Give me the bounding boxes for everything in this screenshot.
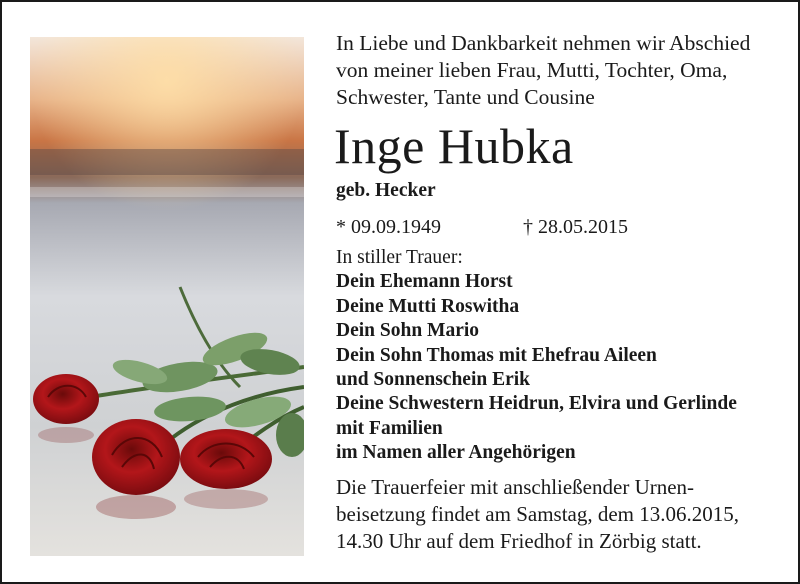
mourner-line: im Namen aller Angehörigen — [336, 442, 576, 464]
mourner-line: Dein Ehemann Horst — [336, 271, 513, 293]
notice-text — [336, 30, 786, 555]
mourner-line: Deine Schwestern Heidrun, Elvira und Gerlinde — [336, 393, 737, 415]
maiden-name: geb. Hecker — [336, 180, 436, 201]
mourning-label: In stiller Trauer: — [336, 247, 463, 268]
funeral-line: Die Trauerfeier mit anschließender Urnen- — [336, 474, 695, 499]
intro-line: Schwester, Tante und Cousine — [336, 85, 595, 109]
roses-image — [30, 37, 304, 556]
funeral-info — [336, 474, 786, 555]
intro-text — [336, 30, 786, 111]
mourners-section — [336, 246, 786, 466]
birth-date: * 09.09.1949 — [336, 216, 441, 238]
mourner-line: und Sonnenschein Erik — [336, 369, 531, 391]
roses-on-water-photo — [30, 37, 304, 556]
mourner-line: mit Familien — [336, 417, 443, 439]
mourner-line: Dein Sohn Mario — [336, 320, 480, 342]
deceased-name: Inge Hubka — [334, 118, 574, 174]
intro-line: von meiner lieben Frau, Mutti, Tochter, Oma, — [336, 58, 728, 82]
mourner-line: Deine Mutti Roswitha — [336, 295, 520, 317]
funeral-line: 14.30 Uhr auf dem Friedhof in Zörbig statt. — [336, 528, 702, 553]
funeral-line: beisetzung findet am Samstag, dem 13.06.2015, — [336, 501, 740, 526]
death-date: † 28.05.2015 — [523, 216, 628, 238]
life-dates — [336, 215, 786, 239]
mourner-line: Dein Sohn Thomas mit Ehefrau Aileen — [336, 344, 657, 366]
intro-line: In Liebe und Dankbarkeit nehmen wir Abschied — [336, 31, 751, 55]
